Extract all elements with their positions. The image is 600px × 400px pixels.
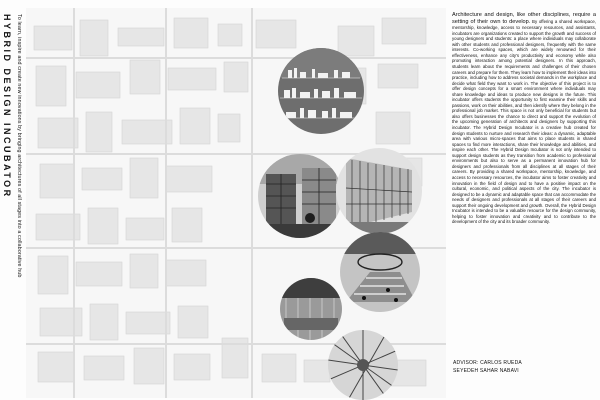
- structure-circle-image: [258, 154, 342, 238]
- description-body: By offering a shared workspace, mentorship, knowledge, access to necessary resources, and assistants, incubators are organizations created to support the growth and success of young designers and students: a place where individuals may collaborate with other students and professional designers, frequently with the same interests. Co-working spaces, which are widely renowned for their effectiveness, enhance any city's productivity and economy while also promoting interaction among potential designers. In this approach, students learn about the requirements and challenges of their chosen careers and prepare for them. They learn how to implement their ideas into practice, including how to address societal demands in the workplace and decide what field they want to work in. The objective of this project is to offer design concepts for a smart environment where individuals may share knowledge and ideas to produce new designs in the future. This incubator offers students the opportunity to first examine their skills and passions, work on their abilities, and then identify where they belong in the professional job market. This space is not only beneficial for students but also offers businesses the chance to direct and support the evolution of the upcoming generation of architects and designers by supporting this incubator. The Hybrid Design Incubator is a creative hub created for design students to nurture and research their ideas: a dynamic, adaptable area with various micro-spaces that aims to place students in shared spaces to find more interactions, share their knowledge and abilities, and inspire each other. The Hybrid Design Incubator is not only intended to support design students as they transition from academic to professional environments but also to serve as a permanent innovation hub for designers and professionals from all disciplines at all stages of their careers. By providing a shared workspace, mentorship, knowledge, and access to necessary resources, the incubator aims to foster creativity and innovation in the field of design and to have a positive impact on the cultural, economic, and political aspects of the city. The incubator is designed to be a dynamic and adaptable space that can accommodate the needs of designers and professionals at all stages of their careers and support their ongoing development and growth. Overall, the Hybrid Design Incubator is intended to be a valuable resource for the design community, helping to foster innovation and creativity and to contribute to the development of the city and its broader community.: [452, 18, 596, 225]
- skyline-circle-image: [278, 48, 364, 134]
- advisor-credit: ADVISOR: CARLOS RUEDA: [453, 360, 522, 366]
- description-lead: Architecture and design, like other disciplines, require a setting of their own to develop.: [452, 12, 596, 25]
- project-subtitle: To learn, inspire and create new innovations by bringing architectures of all stages into a collaborative hub: [16, 14, 22, 278]
- vertical-subtitle: [16, 14, 26, 394]
- market-circle-image: [280, 278, 342, 340]
- project-title: HYBRID DESIGN INCUBATOR: [2, 14, 12, 199]
- interior-circle-image: [340, 232, 420, 312]
- atrium-circle-image: [328, 330, 398, 400]
- vertical-title: [2, 14, 16, 394]
- author-credit: SEYEDEH SAHAR NABAVI: [453, 368, 519, 374]
- project-description: [452, 12, 596, 356]
- facade-circle-image: [336, 148, 422, 234]
